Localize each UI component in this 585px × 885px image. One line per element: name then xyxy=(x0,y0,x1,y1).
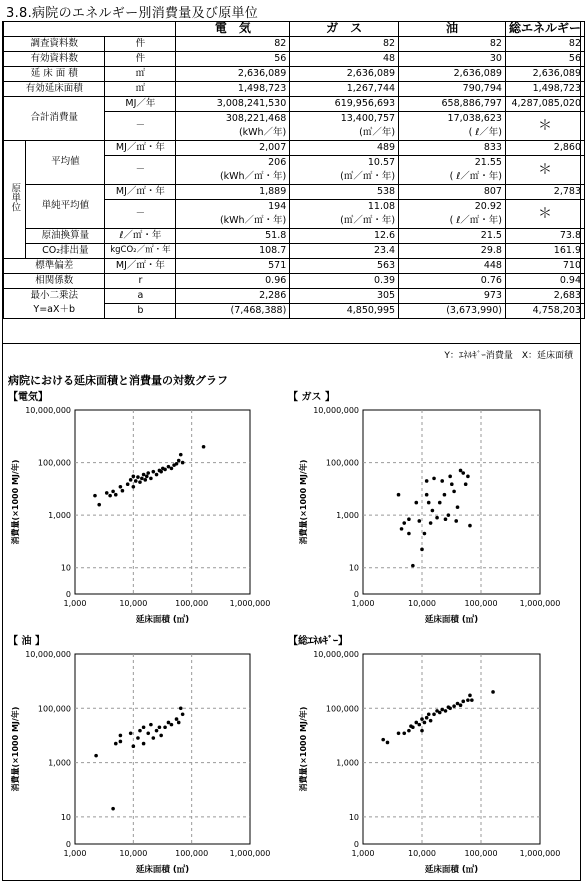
y-tick-label: 1,000 xyxy=(48,758,71,768)
data-point xyxy=(163,725,167,729)
row-label: Y=aX＋b xyxy=(4,304,105,319)
cell: 108.7 xyxy=(176,244,290,259)
data-point xyxy=(448,706,452,710)
data-point xyxy=(136,736,140,740)
group-label-text: 原単位 xyxy=(9,182,21,212)
data-point xyxy=(158,725,162,729)
cell-subunit: ( ℓ／㎡・年) xyxy=(399,170,506,185)
data-point xyxy=(179,453,183,457)
cell: 1,889 xyxy=(176,185,290,200)
data-point xyxy=(111,807,115,811)
plot-frame xyxy=(75,410,250,594)
y-tick-label: 10 xyxy=(348,563,359,573)
data-point xyxy=(429,521,433,525)
x-axis-label: 延床面積 (㎡) xyxy=(424,615,479,625)
row-label: 延 床 面 積 xyxy=(4,67,105,82)
cell: 82 xyxy=(505,37,584,52)
data-point xyxy=(425,493,429,497)
cell: 833 xyxy=(399,141,506,156)
data-point xyxy=(464,482,468,486)
data-point xyxy=(407,532,411,536)
row-unit: MJ／㎡・年 xyxy=(105,259,176,274)
data-point xyxy=(177,721,181,725)
row-label: 有効延床面積 xyxy=(4,82,105,97)
data-point xyxy=(407,729,411,733)
y-tick-label: 1,000 xyxy=(48,511,71,521)
data-point xyxy=(119,485,123,489)
y-tick-label: 10 xyxy=(60,812,71,822)
legend-text: Y：ｴﾈﾙｷﾞｰ消費量 X：延床面積 xyxy=(444,351,573,361)
y-axis-label: 消費量(×1000 MJ/年) xyxy=(299,459,308,545)
data-point xyxy=(420,729,424,733)
data-point xyxy=(181,461,185,465)
y-tick-label: 0 xyxy=(353,840,359,849)
y-tick-label: 10,000,000 xyxy=(25,406,71,415)
data-point xyxy=(459,469,463,473)
row-label: 単純平均値 xyxy=(26,185,105,229)
cell: 10.57 xyxy=(290,156,399,171)
row-label: 原油換算量 xyxy=(26,229,105,244)
data-point xyxy=(402,521,406,525)
data-point xyxy=(129,478,133,482)
data-point xyxy=(418,723,422,727)
data-point xyxy=(429,719,433,723)
data-point xyxy=(108,494,112,498)
data-point xyxy=(94,754,98,758)
y-tick-label: 100,000 xyxy=(325,704,359,714)
data-point xyxy=(402,731,406,735)
data-point xyxy=(132,744,136,748)
cell: 82 xyxy=(290,37,399,52)
row-label: 標準偏差 xyxy=(4,259,105,274)
row-unit: － xyxy=(105,156,176,185)
cell-subunit: (kWh／㎡・年) xyxy=(176,214,290,229)
x-axis-label: 延床面積 (㎡) xyxy=(135,615,190,625)
y-tick-label: 0 xyxy=(65,840,71,849)
cell: 563 xyxy=(290,259,399,274)
cell: 29.8 xyxy=(399,244,506,259)
y-tick-label: 100,000 xyxy=(37,458,71,468)
data-point xyxy=(444,517,448,521)
cell: 619,956,693 xyxy=(290,97,399,112)
data-point xyxy=(93,494,97,498)
data-point xyxy=(152,736,156,740)
data-point xyxy=(145,475,149,479)
data-point xyxy=(170,467,174,471)
cell: 51.8 xyxy=(176,229,290,244)
data-point xyxy=(435,516,439,520)
cell: 17,038,623 xyxy=(399,112,506,127)
data-point xyxy=(461,700,465,704)
data-point xyxy=(136,475,140,479)
chart-title-gas: 【 ガス 】 xyxy=(288,392,335,403)
cell: 73.8 xyxy=(505,229,584,244)
divider xyxy=(3,343,580,344)
data-point xyxy=(397,493,401,497)
chart-title-electricity: 【電気】 xyxy=(8,392,48,403)
cell: ＊ xyxy=(505,112,584,141)
cell: 20.92 xyxy=(399,200,506,215)
data-point xyxy=(97,503,101,507)
x-tick-label: 10,000 xyxy=(408,599,436,608)
cell: ＊ xyxy=(505,200,584,229)
cell-subunit: ( ℓ／年) xyxy=(399,126,506,141)
x-tick-label: 1,000,000 xyxy=(519,849,561,858)
x-tick-label: 100,000 xyxy=(175,599,209,608)
data-point xyxy=(411,564,415,568)
total-scatter-chart xyxy=(288,642,580,880)
row-unit: b xyxy=(105,304,176,319)
cell: 807 xyxy=(399,185,506,200)
y-tick-label: 10,000,000 xyxy=(25,650,71,659)
cell: 82 xyxy=(176,37,290,52)
cell: 206 xyxy=(176,156,290,171)
cell: 2,286 xyxy=(176,289,290,304)
data-point xyxy=(143,478,147,482)
data-point xyxy=(149,477,153,481)
cell: 0.76 xyxy=(399,274,506,289)
cell: 790,794 xyxy=(399,82,506,97)
data-point xyxy=(167,721,171,725)
data-point xyxy=(407,517,411,521)
cell: 82 xyxy=(399,37,506,52)
data-point xyxy=(468,524,472,528)
cell: 2,636,089 xyxy=(176,67,290,82)
data-point xyxy=(425,479,429,483)
cell-subunit: ( ℓ／㎡・年) xyxy=(399,214,506,229)
cell: 448 xyxy=(399,259,506,274)
data-point xyxy=(129,731,133,735)
plot-frame xyxy=(363,410,540,594)
cell: (7,468,388) xyxy=(176,304,290,319)
row-label: 相関係数 xyxy=(4,274,105,289)
data-point xyxy=(432,713,436,717)
x-tick-label: 100,000 xyxy=(464,599,498,608)
row-unit: r xyxy=(105,274,176,289)
data-point xyxy=(447,513,451,517)
data-point xyxy=(466,698,470,702)
data-point xyxy=(427,501,431,505)
x-tick-label: 10,000 xyxy=(408,849,436,858)
data-point xyxy=(438,501,442,505)
cell: 1,498,723 xyxy=(176,82,290,97)
row-label: 有効資料数 xyxy=(4,52,105,67)
data-point xyxy=(432,477,436,481)
row-unit: MJ／㎡・年 xyxy=(105,185,176,200)
oil-scatter-chart xyxy=(0,642,290,880)
data-point xyxy=(440,708,444,712)
y-tick-label: 10,000,000 xyxy=(313,406,359,415)
row-unit: ㎡ xyxy=(105,82,176,97)
plot-frame xyxy=(75,654,250,844)
x-axis-label: 延床面積 (㎡) xyxy=(135,865,190,875)
x-tick-label: 100,000 xyxy=(175,849,209,858)
cell-subunit: (kWh／㎡・年) xyxy=(176,170,290,185)
data-point xyxy=(400,527,404,531)
y-axis-label: 消費量(×1000 MJ/年) xyxy=(11,459,20,545)
data-point xyxy=(454,519,458,523)
y-tick-label: 0 xyxy=(353,590,359,599)
data-point xyxy=(114,742,118,746)
data-point xyxy=(126,482,130,486)
y-tick-label: 1,000 xyxy=(336,758,359,768)
row-unit: ㎡ xyxy=(105,67,176,82)
data-point xyxy=(418,519,422,523)
data-point xyxy=(142,725,146,729)
cell: (3,673,990) xyxy=(399,304,506,319)
row-unit: － xyxy=(105,200,176,229)
y-tick-label: 100,000 xyxy=(325,458,359,468)
x-tick-label: 1,000,000 xyxy=(229,599,271,608)
y-axis-label: 消費量(×1000 MJ/年) xyxy=(299,706,308,792)
row-unit: － xyxy=(105,112,176,141)
data-point xyxy=(159,470,163,474)
data-point xyxy=(202,445,206,449)
cell: 12.6 xyxy=(290,229,399,244)
row-unit: 件 xyxy=(105,37,176,52)
data-point xyxy=(138,480,142,484)
data-point xyxy=(179,706,183,710)
x-tick-label: 1,000 xyxy=(63,849,87,858)
cell: 56 xyxy=(176,52,290,67)
header-electricity: 電 気 xyxy=(176,22,290,37)
data-point xyxy=(411,725,415,729)
data-point xyxy=(440,479,444,483)
cell: 2,783 xyxy=(505,185,584,200)
data-point xyxy=(491,690,495,694)
cell: 30 xyxy=(399,52,506,67)
x-tick-label: 10,000 xyxy=(119,599,148,608)
cell: 538 xyxy=(290,185,399,200)
cell: 23.4 xyxy=(290,244,399,259)
data-point xyxy=(425,716,429,720)
data-point xyxy=(175,462,179,466)
header-oil: 油 xyxy=(399,22,506,37)
row-unit: MJ／年 xyxy=(105,97,176,112)
y-tick-label: 100,000 xyxy=(37,704,71,714)
row-label: CO₂排出量 xyxy=(26,244,105,259)
data-point xyxy=(414,721,418,725)
data-point xyxy=(452,490,456,494)
cell: 13,400,757 xyxy=(290,112,399,127)
data-point xyxy=(121,489,125,493)
data-point xyxy=(155,473,159,477)
cell: 308,221,468 xyxy=(176,112,290,127)
x-tick-label: 100,000 xyxy=(464,849,498,858)
x-tick-label: 1,000,000 xyxy=(519,599,561,608)
row-unit: kgCO₂／㎡・年 xyxy=(105,244,176,259)
y-tick-label: 10 xyxy=(348,812,359,822)
cell: 2,636,089 xyxy=(290,67,399,82)
data-point xyxy=(427,713,431,717)
data-point xyxy=(142,742,146,746)
data-point xyxy=(142,473,146,477)
cell: 2,860 xyxy=(505,141,584,156)
cell-subunit: (kWh／年) xyxy=(176,126,290,141)
y-tick-label: 10 xyxy=(60,563,71,573)
cell: 4,287,085,020 xyxy=(505,97,584,112)
cell: 4,850,995 xyxy=(290,304,399,319)
cell: 710 xyxy=(505,259,584,274)
data-point xyxy=(146,731,150,735)
x-tick-label: 1,000 xyxy=(351,599,375,608)
graph-section-title: 病院における延床面積と消費量の対数グラフ xyxy=(8,374,228,387)
data-point xyxy=(119,734,123,738)
data-point xyxy=(459,703,463,707)
cell: 2,007 xyxy=(176,141,290,156)
data-point xyxy=(444,709,448,713)
data-point xyxy=(155,729,159,733)
data-point xyxy=(138,729,142,733)
cell: 973 xyxy=(399,289,506,304)
cell-subunit: (㎥／㎡・年) xyxy=(290,214,399,229)
row-label: 調査資料数 xyxy=(4,37,105,52)
cell: 21.55 xyxy=(399,156,506,171)
data-point xyxy=(443,493,447,497)
y-tick-label: 0 xyxy=(65,590,71,599)
data-point xyxy=(448,475,452,479)
data-point xyxy=(420,717,424,721)
cell: 0.96 xyxy=(176,274,290,289)
cell: 571 xyxy=(176,259,290,274)
row-unit: ℓ／㎡・年 xyxy=(105,229,176,244)
data-point xyxy=(386,741,390,745)
cell: 48 xyxy=(290,52,399,67)
data-point xyxy=(152,470,156,474)
data-point xyxy=(414,501,418,505)
data-point xyxy=(470,698,474,702)
data-point xyxy=(132,485,136,489)
electricity-scatter-chart xyxy=(0,398,290,630)
cell: 305 xyxy=(290,289,399,304)
data-point xyxy=(450,482,454,486)
header-total: 総エネルギー xyxy=(505,22,584,37)
data-point xyxy=(146,471,150,475)
cell: 4,758,203 xyxy=(505,304,584,319)
cell: 3,008,241,530 xyxy=(176,97,290,112)
data-point xyxy=(431,509,435,513)
data-point xyxy=(456,505,460,509)
page-title: 3.8.病院のエネルギー別消費量及び原単位 xyxy=(6,6,259,21)
x-tick-label: 1,000 xyxy=(63,599,87,608)
cell: 2,636,089 xyxy=(399,67,506,82)
y-tick-label: 10,000,000 xyxy=(313,650,359,659)
cell-subunit: (㎥／㎡・年) xyxy=(290,170,399,185)
cell: 1,498,723 xyxy=(505,82,584,97)
gas-scatter-chart xyxy=(288,398,580,630)
data-point xyxy=(461,471,465,475)
data-point xyxy=(149,723,153,727)
data-point xyxy=(420,548,424,552)
cell: 194 xyxy=(176,200,290,215)
data-point xyxy=(119,740,123,744)
header-gas: ガ ス xyxy=(290,22,399,37)
chart-title-total: 【総ｴﾈﾙｷﾞｰ】 xyxy=(288,636,348,647)
cell: 1,267,744 xyxy=(290,82,399,97)
cell: ＊ xyxy=(505,156,584,185)
data-point xyxy=(170,723,174,727)
data-point xyxy=(177,459,181,463)
cell: 2,636,089 xyxy=(505,67,584,82)
cell: 0.39 xyxy=(290,274,399,289)
cell: 0.94 xyxy=(505,274,584,289)
y-axis-label: 消費量(×1000 MJ/年) xyxy=(11,706,20,792)
cell: 56 xyxy=(505,52,584,67)
x-tick-label: 1,000 xyxy=(351,849,375,858)
row-unit: 件 xyxy=(105,52,176,67)
row-unit: MJ／㎡・年 xyxy=(105,141,176,156)
cell: 161.9 xyxy=(505,244,584,259)
data-point xyxy=(452,704,456,708)
x-tick-label: 10,000 xyxy=(119,849,148,858)
row-label: 最小二乗法 xyxy=(4,289,105,304)
data-point xyxy=(423,532,427,536)
data-point xyxy=(114,493,118,497)
row-label: 合計消費量 xyxy=(4,97,105,141)
cell: 658,886,797 xyxy=(399,97,506,112)
x-tick-label: 1,000,000 xyxy=(229,849,271,858)
data-point xyxy=(105,491,109,495)
plot-frame xyxy=(363,654,540,844)
data-point xyxy=(132,475,136,479)
cell: 2,683 xyxy=(505,289,584,304)
data-point xyxy=(381,738,385,742)
data-point xyxy=(134,479,138,483)
data-point xyxy=(175,717,179,721)
cell-subunit: (㎥／年) xyxy=(290,126,399,141)
data-point xyxy=(111,490,115,494)
data-point xyxy=(140,477,144,481)
y-tick-label: 1,000 xyxy=(336,511,359,521)
cell: 11.08 xyxy=(290,200,399,215)
data-point xyxy=(466,475,470,479)
row-label: 平均値 xyxy=(26,141,105,185)
data-point xyxy=(468,694,472,698)
data-point xyxy=(181,713,185,717)
data-point xyxy=(159,734,163,738)
data-point xyxy=(456,702,460,706)
data-point xyxy=(397,731,401,735)
data-point xyxy=(438,711,442,715)
chart-title-oil: 【 油 】 xyxy=(8,636,45,647)
row-unit: a xyxy=(105,289,176,304)
cell: 21.5 xyxy=(399,229,506,244)
data-point xyxy=(163,468,167,472)
data-point xyxy=(423,721,427,725)
x-axis-label: 延床面積 (㎡) xyxy=(424,865,479,875)
cell: 489 xyxy=(290,141,399,156)
